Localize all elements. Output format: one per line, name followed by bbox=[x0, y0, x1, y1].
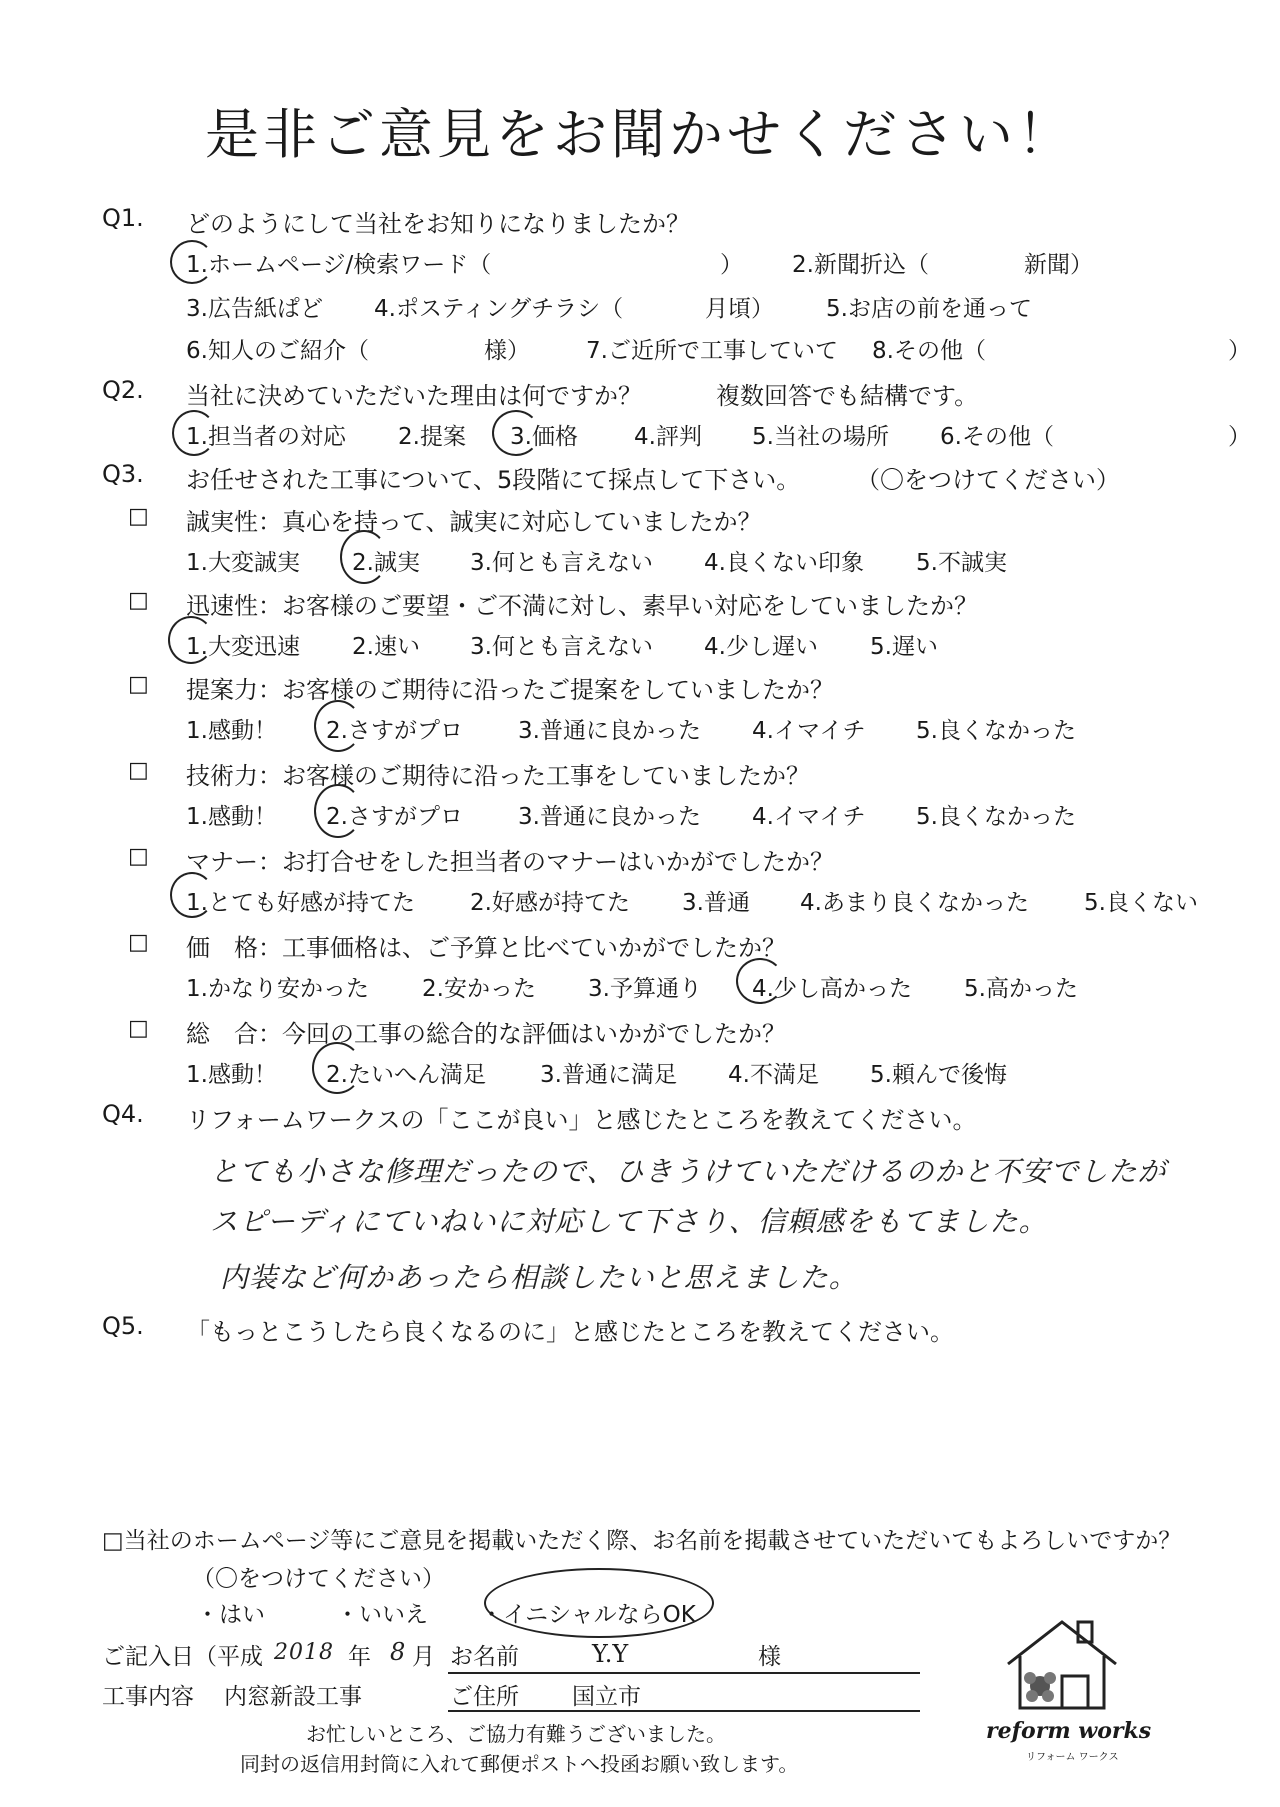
q3-checkbox-1[interactable]: □ bbox=[128, 504, 149, 529]
q1-option-2: 2.新聞折込（ bbox=[792, 252, 929, 278]
answer-circle bbox=[492, 410, 540, 456]
q3-item-5-opt-5: 5.良くない bbox=[1084, 890, 1198, 916]
q3-item-4-opt-3: 3.普通に良かった bbox=[518, 804, 701, 830]
q3-item-4-question: 技術力：お客様のご期待に沿った工事をしていましたか？ bbox=[186, 762, 810, 790]
q4-answer-line-2: スピーディにていねいに対応して下さり、信頼感をもてました。 bbox=[210, 1205, 1048, 1238]
q1-option-1-close: ） bbox=[720, 252, 743, 278]
q3-item-2-opt-3: 3.何とも言えない bbox=[470, 634, 653, 660]
name-value: Y.Y bbox=[592, 1640, 629, 1668]
answer-circle bbox=[172, 410, 216, 456]
work-value: 内窓新設工事 bbox=[224, 1684, 362, 1710]
name-suffix: 様 bbox=[758, 1644, 781, 1670]
q3-item-4-opt-1: 1.感動！ bbox=[186, 804, 277, 830]
q3-checkbox-3[interactable]: □ bbox=[128, 672, 149, 697]
address-value: 国立市 bbox=[572, 1684, 641, 1710]
q3-item-3-opt-5: 5.良くなかった bbox=[916, 718, 1076, 744]
q1-option-3: 3.広告紙ぱど bbox=[186, 296, 323, 322]
q3-item-1-question: 誠実性：真心を持って、誠実に対応していましたか？ bbox=[186, 508, 762, 536]
q2-option-5: 5.当社の場所 bbox=[752, 424, 889, 450]
q3-item-4-opt-4: 4.イマイチ bbox=[752, 804, 866, 830]
answer-circle bbox=[314, 784, 362, 838]
q3-item-5-opt-2: 2.好感が持てた bbox=[470, 890, 630, 916]
q1-question: どのようにして当社をお知りになりましたか？ bbox=[186, 210, 690, 238]
q3-checkbox-7[interactable]: □ bbox=[128, 1016, 149, 1041]
q3-item-6-opt-1: 1.かなり安かった bbox=[186, 976, 369, 1002]
q2-option-4: 4.評判 bbox=[634, 424, 702, 450]
q1-option-6: 6.知人のご紹介（ bbox=[186, 338, 369, 364]
work-label: 工事内容 bbox=[102, 1684, 194, 1710]
name-underline bbox=[448, 1672, 920, 1674]
answer-circle bbox=[170, 240, 214, 284]
q3-item-6-opt-3: 3.予算通り bbox=[588, 976, 702, 1002]
q3-item-6-opt-2: 2.安かった bbox=[422, 976, 536, 1002]
q4-answer-line-3: 内装など何かあったら相談したいと思えました。 bbox=[220, 1261, 858, 1294]
thanks-line-2: 同封の返信用封筒に入れて郵便ポストへ投函お願い致します。 bbox=[240, 1752, 799, 1776]
logo-house-icon bbox=[1000, 1616, 1120, 1716]
q1-option-7: 7.ご近所で工事していて bbox=[586, 338, 838, 364]
q2-option-3: 3.価格 bbox=[510, 424, 578, 450]
q3-item-6-question: 価 格：工事価格は、ご予算と比べていかがでしたか？ bbox=[186, 934, 786, 962]
date-label: ご記入日（平成 bbox=[102, 1644, 263, 1670]
q3-item-6-opt-5: 5.高かった bbox=[964, 976, 1078, 1002]
consent-note: （〇をつけてください） bbox=[192, 1566, 445, 1592]
date-month: 8 bbox=[390, 1638, 407, 1666]
q1-option-6-close: 様） bbox=[484, 338, 530, 364]
q2-option-6-close: ） bbox=[1228, 424, 1251, 450]
q4-question: リフォームワークスの「ここが良い」と感じたところを教えてください。 bbox=[186, 1106, 977, 1134]
q3-item-2-opt-5: 5.遅い bbox=[870, 634, 938, 660]
q3-checkbox-5[interactable]: □ bbox=[128, 844, 149, 869]
q3-item-1-opt-4: 4.良くない印象 bbox=[704, 550, 864, 576]
consent-option-initials[interactable]: ・イニシャルならOK bbox=[480, 1602, 696, 1628]
q2-note: 複数回答でも結構です。 bbox=[716, 382, 979, 410]
q3-item-3-opt-2: 2.さすがプロ bbox=[326, 718, 463, 744]
answer-circle bbox=[314, 700, 362, 752]
q3-item-1-opt-3: 3.何とも言えない bbox=[470, 550, 653, 576]
q2-question: 当社に決めていただいた理由は何ですか？ bbox=[186, 382, 642, 410]
q1-option-1: 1.ホームページ/検索ワード（ bbox=[186, 252, 492, 278]
q3-question: お任せされた工事について、5段階にて採点して下さい。 bbox=[186, 466, 801, 494]
q3-note: （〇をつけてください） bbox=[856, 466, 1120, 494]
q3-item-5-opt-1: 1.とても好感が持てた bbox=[186, 890, 415, 916]
address-label: ご住所 bbox=[450, 1684, 519, 1710]
q3-item-5-opt-3: 3.普通 bbox=[682, 890, 750, 916]
q3-item-7-opt-4: 4.不満足 bbox=[728, 1062, 819, 1088]
q3-checkbox-2[interactable]: □ bbox=[128, 588, 149, 613]
date-year: 2018 bbox=[274, 1640, 334, 1665]
q3-item-6-opt-4: 4.少し高かった bbox=[752, 976, 912, 1002]
q3-item-2-question: 迅速性：お客様のご要望・ご不満に対し、素早い対応をしていましたか？ bbox=[186, 592, 978, 620]
q3-item-3-opt-1: 1.感動！ bbox=[186, 718, 277, 744]
q1-option-2-close: 新聞） bbox=[1024, 252, 1093, 278]
q3-item-1-opt-2: 2.誠実 bbox=[352, 550, 420, 576]
page-title: 是非ご意見をお聞かせください！ bbox=[205, 103, 1075, 166]
name-label: お名前 bbox=[450, 1644, 519, 1670]
q3-checkbox-4[interactable]: □ bbox=[128, 758, 149, 783]
q3-item-5-question: マナー：お打合せをした担当者のマナーはいかがでしたか？ bbox=[186, 848, 834, 876]
q3-item-1-opt-5: 5.不誠実 bbox=[916, 550, 1007, 576]
q3-item-1-opt-1: 1.大変誠実 bbox=[186, 550, 300, 576]
date-month-suffix: 月 bbox=[412, 1644, 435, 1670]
answer-circle bbox=[736, 958, 784, 1004]
q4-answer-line-1: とても小さな修理だったので、ひきうけていただけるのかと不安でしたが bbox=[210, 1155, 1167, 1188]
q1-option-4: 4.ポスティングチラシ（ bbox=[374, 296, 624, 322]
q5-question: 「もっとこうしたら良くなるのに」と感じたところを教えてください。 bbox=[186, 1318, 954, 1346]
q2-option-2: 2.提案 bbox=[398, 424, 466, 450]
q3-number: Q3. bbox=[102, 460, 144, 488]
consent-question: □当社のホームページ等にご意見を掲載いただく際、お名前を掲載させていただいてもよろしいですか？ bbox=[102, 1528, 1182, 1554]
consent-option-yes[interactable]: ・はい bbox=[196, 1602, 265, 1628]
thanks-line-1: お忙しいところ、ご協力有難うございました。 bbox=[306, 1722, 726, 1746]
q2-number: Q2. bbox=[102, 376, 144, 404]
answer-circle bbox=[484, 1568, 714, 1638]
answer-circle bbox=[340, 530, 388, 584]
q5-number: Q5. bbox=[102, 1312, 144, 1340]
answer-circle bbox=[170, 872, 214, 918]
q3-item-3-opt-4: 4.イマイチ bbox=[752, 718, 866, 744]
q3-item-2-opt-4: 4.少し遅い bbox=[704, 634, 818, 660]
q3-item-3-question: 提案力：お客様のご期待に沿ったご提案をしていましたか？ bbox=[186, 676, 834, 704]
q2-option-1: 1.担当者の対応 bbox=[186, 424, 346, 450]
q2-option-6: 6.その他（ bbox=[940, 424, 1054, 450]
q1-option-4-close: 月頃） bbox=[705, 296, 774, 322]
logo-text: reform works bbox=[986, 1718, 1152, 1744]
q1-option-5: 5.お店の前を通って bbox=[826, 296, 1032, 322]
q3-item-7-opt-2: 2.たいへん満足 bbox=[326, 1062, 486, 1088]
q3-item-7-question: 総 合：今回の工事の総合的な評価はいかがでしたか？ bbox=[186, 1020, 786, 1048]
q1-option-8: 8.その他（ bbox=[872, 338, 986, 364]
q1-option-8-close: ） bbox=[1228, 338, 1251, 364]
q3-item-7-opt-3: 3.普通に満足 bbox=[540, 1062, 677, 1088]
consent-option-no[interactable]: ・いいえ bbox=[336, 1602, 428, 1628]
q3-item-2-opt-1: 1.大変迅速 bbox=[186, 634, 300, 660]
answer-circle bbox=[168, 616, 214, 664]
q3-item-7-opt-1: 1.感動！ bbox=[186, 1062, 277, 1088]
q3-item-5-opt-4: 4.あまり良くなかった bbox=[800, 890, 1029, 916]
date-year-suffix: 年 bbox=[348, 1644, 371, 1670]
answer-circle bbox=[312, 1042, 362, 1094]
address-underline bbox=[448, 1710, 920, 1712]
q3-item-4-opt-5: 5.良くなかった bbox=[916, 804, 1076, 830]
q4-number: Q4. bbox=[102, 1100, 144, 1128]
q3-item-4-opt-2: 2.さすがプロ bbox=[326, 804, 463, 830]
q3-item-7-opt-5: 5.頼んで後悔 bbox=[870, 1062, 1007, 1088]
logo-subtext: リフォーム ワークス bbox=[1026, 1752, 1119, 1763]
q1-number: Q1. bbox=[102, 204, 144, 232]
q3-checkbox-6[interactable]: □ bbox=[128, 930, 149, 955]
q3-item-2-opt-2: 2.速い bbox=[352, 634, 420, 660]
q3-item-3-opt-3: 3.普通に良かった bbox=[518, 718, 701, 744]
